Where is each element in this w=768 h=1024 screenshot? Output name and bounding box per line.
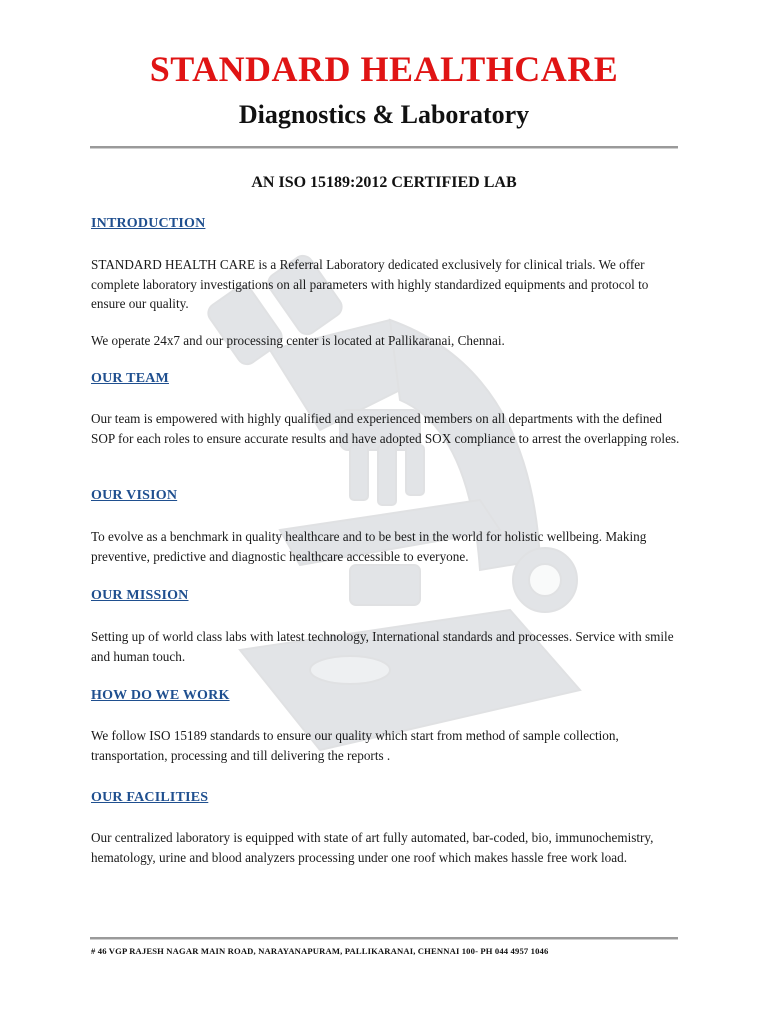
introduction-paragraph-operations: We operate 24x7 and our processing center is located at Pallikaranai, Chennai. [91,333,505,348]
team-paragraph: Our team is empowered with highly qualified and experienced members on all departments with the defined SOP for each roles to ensure accurate results and have adopted SOX compliance to arrest the overlapping roles. [91,411,680,446]
company-subtitle: Diagnostics & Laboratory [238,100,530,129]
section-heading-how-we-work: HOW DO WE WORK [91,688,230,703]
company-title: STANDARD HEALTHCARE [149,49,619,89]
section-heading-mission: OUR MISSION [91,588,189,603]
how-we-work-paragraph: We follow ISO 15189 standards to ensure our quality which start from method of sample collection, transportation, processing and till delivering the reports . [91,728,619,763]
facilities-paragraph: Our centralized laboratory is equipped with state of art fully automated, bar-coded, bio, immunochemistry, hematology, urine and blood analyzers processing under one roof which makes hassle free work load. [91,830,654,865]
footer-address: # 46 VGP RAJESH NAGAR MAIN ROAD, NARAYANAPURAM, PALLIKARANAI, CHENNAI 100- PH 044 4957 1046 [91,946,549,956]
section-heading-team: OUR TEAM [91,371,169,386]
vision-paragraph: To evolve as a benchmark in quality healthcare and to be best in the world for holistic wellbeing. Making preventive, predictive and diagnostic healthcare accessible to everyone. [91,529,647,564]
mission-paragraph: Setting up of world class labs with latest technology, International standards and processes. Service with smile and human touch. [91,629,674,664]
section-heading-introduction: INTRODUCTION [91,216,206,231]
certification-line: AN ISO 15189:2012 CERTIFIED LAB [251,174,517,191]
introduction-paragraph: STANDARD HEALTH CARE is a Referral Laboratory dedicated exclusively for clinical trials. We offer complete laboratory investigations on all parameters with highly standardized equipments and protocol to ensure our quality. [91,257,649,311]
section-heading-vision: OUR VISION [91,488,178,503]
section-heading-facilities: OUR FACILITIES [91,790,209,805]
header-divider [90,146,678,148]
footer-divider [90,937,678,939]
microscope-icon [150,230,610,790]
